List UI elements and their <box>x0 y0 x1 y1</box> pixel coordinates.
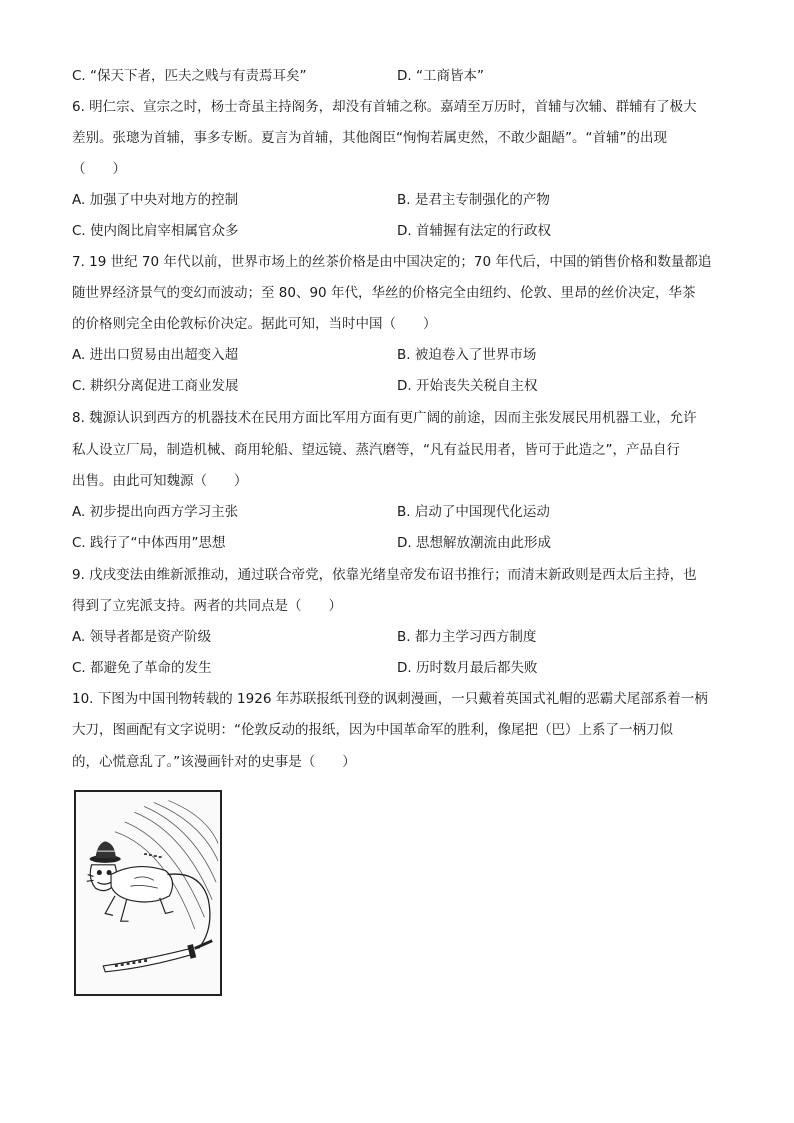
q6-option-a: A. 加强了中央对地方的控制 <box>72 192 239 208</box>
q6-option-d: D. 首辅握有法定的行政权 <box>397 223 551 239</box>
q7-option-a: A. 进出口贸易由出超变入超 <box>72 347 239 363</box>
q7-option-c: C. 耕织分离促进工商业发展 <box>72 378 239 394</box>
dog-body <box>105 867 173 922</box>
q10-stem-line-2: 大刀，图画配有文字说明：“伦敦反动的报纸，因为中国革命军的胜利，像尾把（巴）上系了一柄刀似 <box>72 722 673 738</box>
cartoon-drawing <box>76 792 220 994</box>
q9-option-b: B. 都力主学习西方制度 <box>397 629 537 645</box>
q10-stem-line-3: 的，心慌意乱了。”该漫画针对的史事是（ ） <box>72 754 356 770</box>
satirical-cartoon-image <box>74 790 222 996</box>
q8-stem-line-3: 出售。由此可知魏源（ ） <box>72 473 248 489</box>
q7-stem-line-1: 7. 19 世纪 70 年代以前，世界市场上的丝茶价格是由中国决定的；70 年代后，中国的销售价格和数量都追 <box>72 254 712 270</box>
q8-option-c: C. 践行了“中体西用”思想 <box>72 535 226 551</box>
q6-stem-line-2: 差别。张璁为首辅，事多专断。夏言为首辅，其他阁臣“恂恂若属吏然，不敢少龃龉”。“首辅”的出现 <box>72 130 667 146</box>
speed-lines <box>115 801 218 929</box>
sword-icon <box>103 941 212 972</box>
q6-stem-line-1: 6. 明仁宗、宣宗之时，杨士奇虽主持阁务，却没有首辅之称。嘉靖至万历时，首辅与次辅、群辅有了极大 <box>72 99 697 115</box>
q9-option-c: C. 都避免了革命的发生 <box>72 660 212 676</box>
q6-option-c: C. 使内阁比肩宰相属官众多 <box>72 223 239 239</box>
q10-stem-line-1: 10. 下图为中国刊物转载的 1926 年苏联报纸刊登的讽刺漫画，一只戴着英国式礼帽的恶霸犬尾部系着一柄 <box>72 691 708 707</box>
q9-stem-line-1: 9. 戊戌变法由维新派推动，通过联合帝党，依靠光绪皇帝发布诏书推行；而清末新政则是西太后主持，也 <box>72 567 697 583</box>
q8-option-b: B. 启动了中国现代化运动 <box>397 504 550 520</box>
q5-option-c: C. “保天下者，匹夫之贱与有责焉耳矣” <box>72 68 307 84</box>
q8-stem-line-2: 私人设立厂局，制造机械、商用轮船、望远镜、蒸汽磨等，“凡有益民用者，皆可于此造之”，产品自行 <box>72 442 680 458</box>
q6-answer-blank: （ ） <box>72 161 126 177</box>
q8-option-a: A. 初步提出向西方学习主张 <box>72 504 239 520</box>
q9-option-d: D. 历时数月最后都失败 <box>397 660 538 676</box>
q9-option-a: A. 领导者都是资产阶级 <box>72 629 212 645</box>
q7-stem-line-2: 随世界经济景气的变幻而波动；至 80、90 年代，华丝的价格完全由纽约、伦敦、里昂的丝价决定，华茶 <box>72 285 696 301</box>
q8-stem-line-1: 8. 魏源认识到西方的机器技术在民用方面比军用方面有更广阔的前途，因而主张发展民用机器工业，允许 <box>72 410 697 426</box>
q6-option-b: B. 是君主专制强化的产物 <box>397 192 550 208</box>
bowler-hat-icon <box>90 841 121 862</box>
q7-stem-line-3: 的价格则完全由伦敦标价决定。据此可知，当时中国（ ） <box>72 316 437 332</box>
q8-option-d: D. 思想解放潮流由此形成 <box>397 535 551 551</box>
q7-option-b: B. 被迫卷入了世界市场 <box>397 347 537 363</box>
cartoon-caption-marks <box>144 853 162 858</box>
q9-stem-line-2: 得到了立宪派支持。两者的共同点是（ ） <box>72 598 342 614</box>
q7-option-d: D. 开始丧失关税自主权 <box>397 378 538 394</box>
q5-option-d: D. “工商皆本” <box>397 68 484 84</box>
